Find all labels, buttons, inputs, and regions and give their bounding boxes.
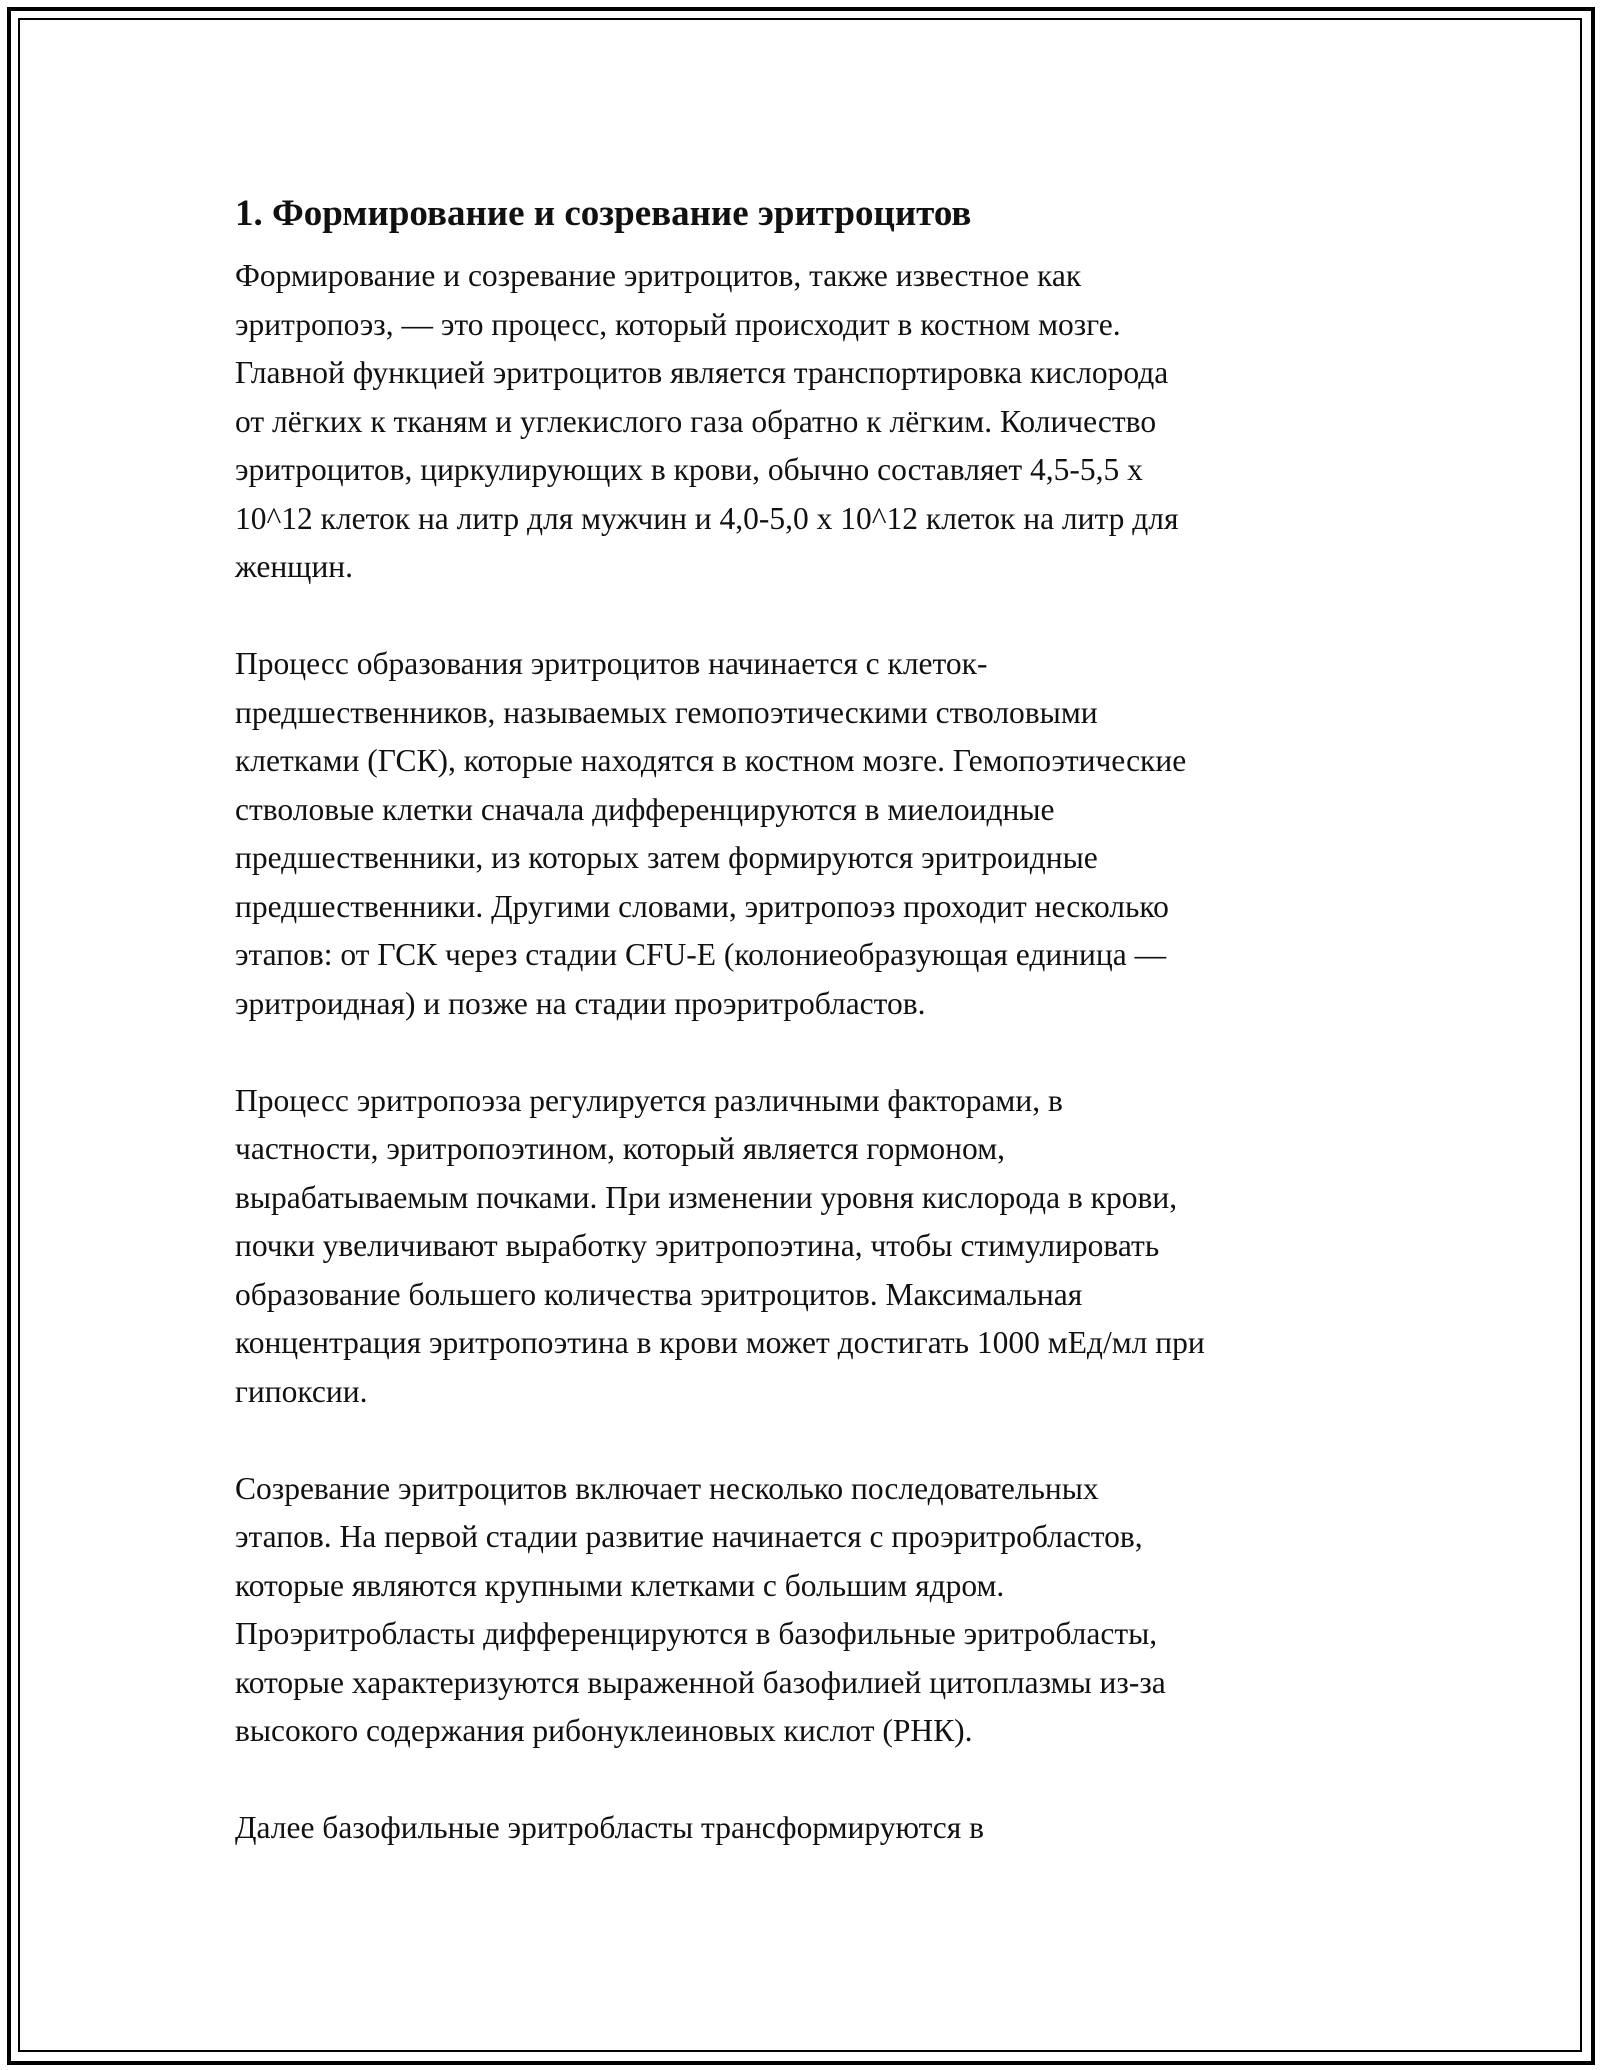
text-line: образование большего количества эритроцитов. Максимальная bbox=[235, 1276, 1083, 1312]
text-line: клетками (ГСК), которые находятся в костном мозге. Гемопоэтические bbox=[235, 743, 1187, 778]
paragraph-1 bbox=[235, 252, 1385, 592]
paragraph-3 bbox=[235, 1077, 1385, 1417]
text-line: эритроцитов, циркулирующих в крови, обычно составляет 4,5-5,5 x bbox=[235, 452, 1143, 487]
text-line: женщин. bbox=[235, 549, 354, 584]
document-body bbox=[235, 186, 1385, 1901]
text-line: вырабатываемым почками. При изменении уровня кислорода в крови, bbox=[235, 1179, 1178, 1215]
text-line: частности, эритропоэтином, который является гормоном, bbox=[235, 1131, 1005, 1166]
text-line: предшественников, называемых гемопоэтическими стволовыми bbox=[235, 694, 1098, 730]
text-line: от лёгких к тканям и углекислого газа обратно к лёгким. Количество bbox=[235, 403, 1157, 439]
text-line: 10^12 клеток на литр для мужчин и 4,0-5,0 x 10^12 клеток на литр для bbox=[235, 500, 1179, 536]
text-line: которые характеризуются выраженной базофилией цитоплазмы из-за bbox=[235, 1664, 1166, 1700]
text-line: которые являются крупными клетками с большим ядром. bbox=[235, 1567, 1005, 1603]
text-line: Созревание эритроцитов включает несколько последовательных bbox=[235, 1470, 1099, 1506]
paragraph-4 bbox=[235, 1465, 1385, 1756]
text-line: Формирование и созревание эритроцитов, также известное как bbox=[235, 258, 1082, 293]
text-line: эритропоэз, — это процесс, который происходит в костном мозге. bbox=[235, 306, 1121, 342]
paragraph-2 bbox=[235, 640, 1385, 1028]
text-line: этапов. На первой стадии развитие начинается с проэритробластов, bbox=[235, 1519, 1143, 1554]
text-line: предшественники, из которых затем формируются эритроидные bbox=[235, 840, 1098, 875]
text-line: этапов: от ГСК через стадии CFU-E (колониеобразующая единица — bbox=[235, 937, 1167, 972]
text-line: предшественники. Другими словами, эритропоэз проходит несколько bbox=[235, 888, 1169, 924]
text-line: почки увеличивают выработку эритропоэтина, чтобы стимулировать bbox=[235, 1228, 1160, 1263]
text-line: гипоксии. bbox=[235, 1373, 368, 1409]
text-line: Далее базофильные эритробласты трансформируются в bbox=[235, 1810, 984, 1845]
text-line: Процесс эритропоэза регулируется различными факторами, в bbox=[235, 1082, 1063, 1118]
text-line: концентрация эритропоэтина в крови может достигать 1000 мЕд/мл при bbox=[235, 1325, 1205, 1360]
text-line: Проэритробласты дифференцируются в базофильные эритробласты, bbox=[235, 1616, 1158, 1651]
text-line: эритроидная) и позже на стадии проэритробластов. bbox=[235, 985, 926, 1021]
text-line: Главной функцией эритроцитов является транспортировка кислорода bbox=[235, 355, 1169, 390]
text-line: Процесс образования эритроцитов начинается с клеток- bbox=[235, 646, 988, 681]
text-line: стволовые клетки сначала дифференцируются в миелоидные bbox=[235, 791, 1055, 827]
paragraph-5 bbox=[235, 1804, 1385, 1853]
section-heading: 1. Формирование и созревание эритроцитов bbox=[235, 193, 972, 234]
text-line: высокого содержания рибонуклеиновых кислот (РНК). bbox=[235, 1713, 973, 1748]
